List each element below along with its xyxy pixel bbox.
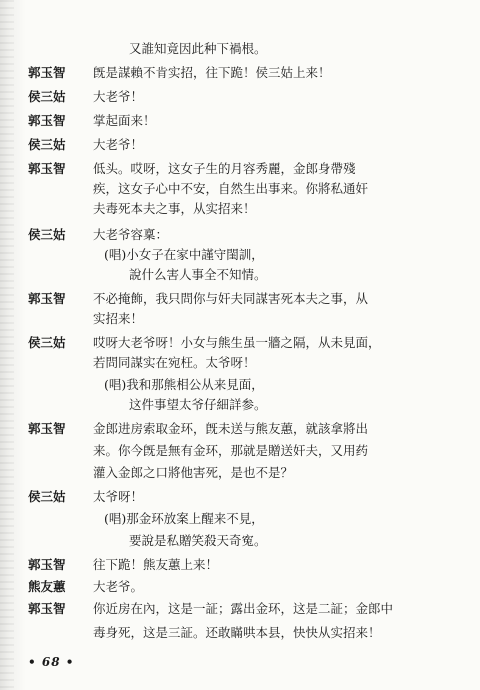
speaker-name: 侯三姑 (28, 489, 66, 504)
dialogue-line: 疾，这女子心中不安，自然生出事来。你將私通奸 (93, 181, 369, 196)
dialogue-line: 大老爷！ (93, 89, 144, 104)
sung-line: (唱)我和那熊相公从来見面， (104, 377, 264, 392)
dialogue-line: 大老爷！ (93, 137, 144, 152)
sung-line: 說什么害人事全不知情。 (129, 267, 267, 282)
speaker-name: 侯三姑 (28, 89, 66, 104)
speaker-name: 郭玉智 (28, 291, 66, 306)
verse-line: 又誰知竟因此种下禍根。 (129, 41, 267, 56)
speaker-name: 郭玉智 (28, 557, 66, 572)
speaker-name: 熊友蕙 (28, 579, 66, 594)
dialogue-line: 太爷呀！ (93, 489, 144, 504)
sung-line: (唱)小女子在家中謹守閨訓， (104, 247, 264, 262)
dialogue-line: 夫毒死本夫之事，从实招来！ (93, 201, 256, 216)
dialogue-line: 往下跪！熊友蕙上来！ (93, 557, 219, 572)
sung-line: 这件事望太爷仔細詳参。 (129, 397, 267, 412)
dialogue-line: 来。你今旣是無有金环，那就是贈送奸夫，又用药 (93, 443, 369, 458)
speaker-name: 侯三姑 (28, 227, 66, 242)
dialogue-line: 大老爷容稟： (93, 227, 169, 242)
dialogue-line: 金郎进房索取金环，旣未送与熊友蕙，就該拿將出 (93, 421, 369, 436)
dialogue-line: 低头。哎呀，这女子生的月容秀麗，金郎身帶殘 (93, 161, 356, 176)
speaker-name: 郭玉智 (28, 65, 66, 80)
sung-line: 要說是私贈笑殺天奇寃。 (129, 533, 267, 548)
speaker-name: 侯三姑 (28, 137, 66, 152)
speaker-name: 郭玉智 (28, 421, 66, 436)
page-gutter-shadow (0, 0, 14, 690)
dialogue-line: 灌入金郎之口將他害死，是也不是？ (93, 465, 294, 480)
dialogue-line: 你近房在內，这是一証；露出金环，这是二証；金郎中 (93, 601, 394, 616)
dialogue-line: 哎呀大老爷呀！小女与熊生虽一牆之隔，从未見面， (93, 335, 381, 350)
sung-line: (唱)那金环放案上醒来不見， (104, 511, 264, 526)
dialogue-line: 实招来！ (93, 311, 144, 326)
dialogue-line: 若問同謀实在宛枉。太爷呀！ (93, 355, 256, 370)
speaker-name: 郭玉智 (28, 601, 66, 616)
dialogue-line: 毒身死，这是三証。还敢瞞哄本县，快快从实招来！ (93, 625, 381, 640)
dialogue-line: 掌起面来！ (93, 113, 156, 128)
dialogue-line: 大老爷。 (93, 579, 144, 594)
dialogue-line: 旣是謀賴不肯实招，往下跪！侯三姑上来！ (93, 65, 331, 80)
page-number: • 68 • (28, 655, 75, 669)
speaker-name: 郭玉智 (28, 161, 66, 176)
dialogue-line: 不必掩飾，我只問你与奸夫同謀害死本夫之事，从 (93, 291, 369, 306)
speaker-name: 侯三姑 (28, 335, 66, 350)
speaker-name: 郭玉智 (28, 113, 66, 128)
